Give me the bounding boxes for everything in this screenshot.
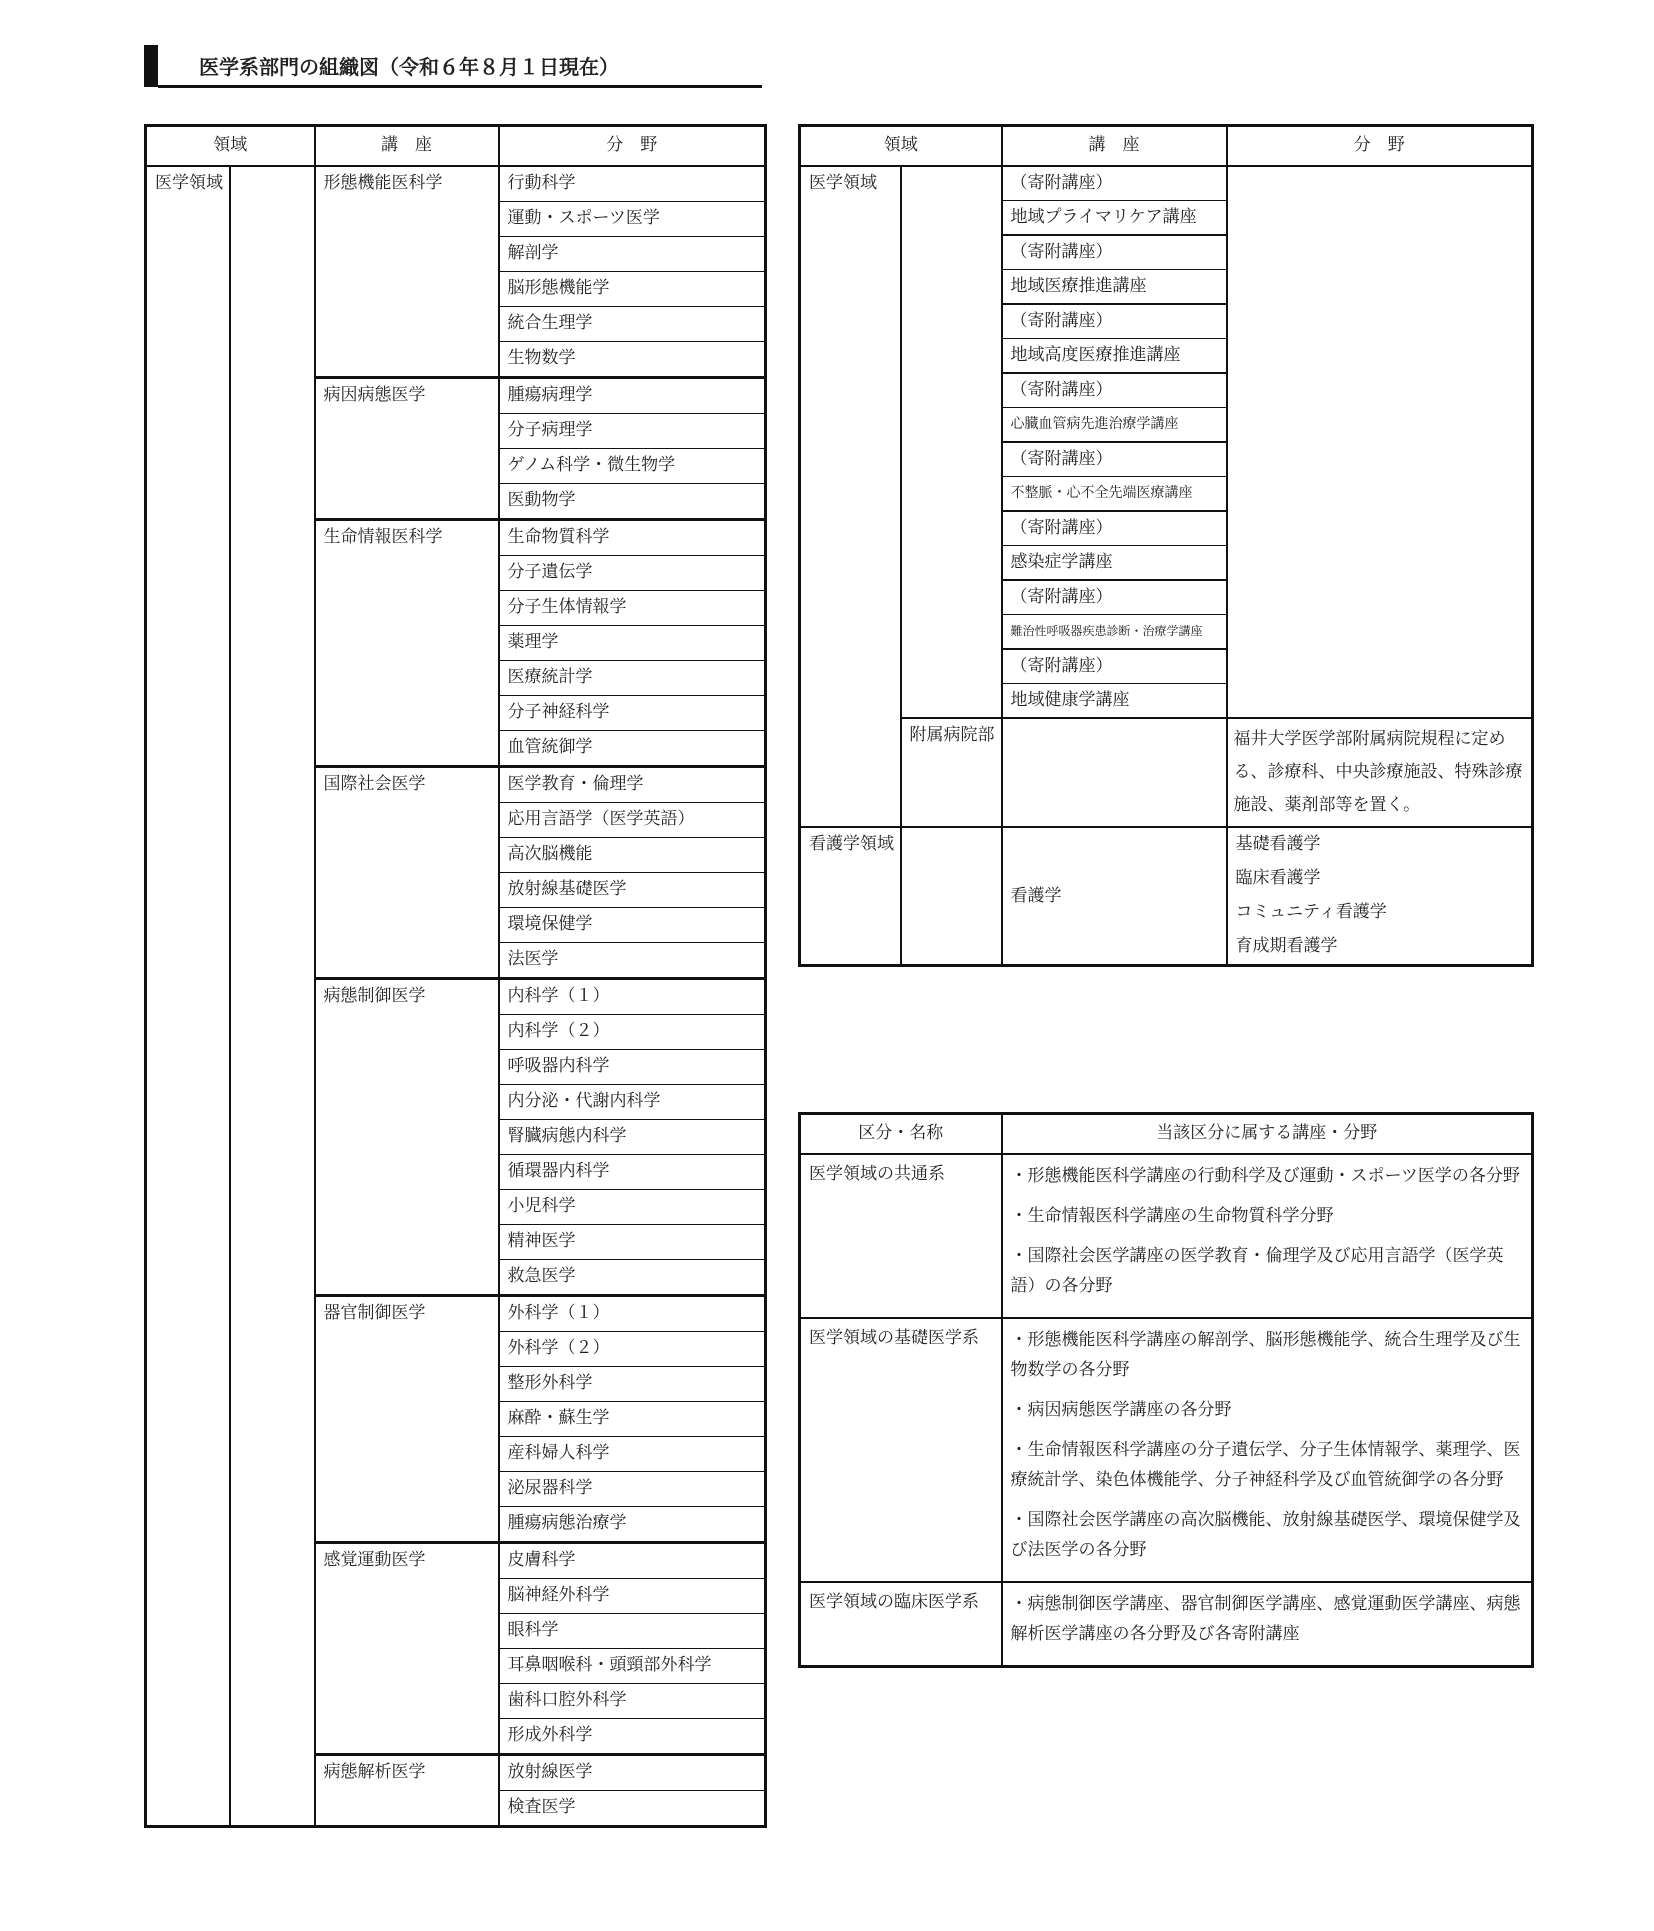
title-underline <box>158 85 762 88</box>
endowed-label-cell: （寄附講座） <box>1002 442 1227 477</box>
domain-cell: 医学領域 <box>800 166 901 827</box>
field-cell: 生物数学 <box>499 342 766 378</box>
field-cell: 薬理学 <box>499 626 766 661</box>
header-course: 講 座 <box>1002 126 1227 167</box>
endowed-label-cell: （寄附講座） <box>1002 649 1227 684</box>
table-row <box>800 1154 1533 1318</box>
field-cell: 産科婦人科学 <box>499 1437 766 1472</box>
field-cell: 救急医学 <box>499 1260 766 1296</box>
field-cell: 内科学（１） <box>499 979 766 1015</box>
field-cell: 分子神経科学 <box>499 696 766 731</box>
field-cell: ゲノム科学・微生物学 <box>499 449 766 484</box>
field-cell: 解剖学 <box>499 237 766 272</box>
org-table-body <box>800 166 1533 966</box>
course-cell: 感覚運動医学 <box>315 1543 499 1755</box>
field-cell: 腎臓病態内科学 <box>499 1120 766 1155</box>
field-cell: 整形外科学 <box>499 1367 766 1402</box>
course-cell: 形態機能医科学 <box>315 166 499 378</box>
field-cell-empty <box>1227 166 1533 718</box>
field-cell: 形成外科学 <box>499 1719 766 1755</box>
table-row <box>800 1582 1533 1667</box>
field-cell: 検査医学 <box>499 1791 766 1827</box>
field-cell: 法医学 <box>499 943 766 979</box>
course-cell: 器官制御医学 <box>315 1296 499 1543</box>
field-cell: 分子病理学 <box>499 414 766 449</box>
endowed-label-cell: （寄附講座） <box>1002 511 1227 546</box>
field-cell: 分子遺伝学 <box>499 556 766 591</box>
page-title-block <box>144 45 762 89</box>
header-category: 区分・名称 <box>800 1114 1002 1155</box>
field-cell: 行動科学 <box>499 166 766 202</box>
endowed-label-cell: （寄附講座） <box>1002 304 1227 339</box>
category-items-cell <box>1002 1318 1533 1582</box>
sub-domain-cell <box>230 166 315 1827</box>
field-cell: 医療統計学 <box>499 661 766 696</box>
field-cell: 統合生理学 <box>499 307 766 342</box>
field-cell: 外科学（１） <box>499 1296 766 1332</box>
field-cell: 医学教育・倫理学 <box>499 767 766 803</box>
table-row <box>800 166 1533 201</box>
endowed-course-cell: 地域健康学講座 <box>1002 684 1227 719</box>
page-title: 医学系部門の組織図（令和６年８月１日現在） <box>199 55 619 79</box>
field-cell: 運動・スポーツ医学 <box>499 202 766 237</box>
endowed-course-cell: 地域医療推進講座 <box>1002 270 1227 305</box>
category-item: ・生命情報医科学講座の生命物質科学分野 <box>1010 1206 1334 1226</box>
field-cell: 小児科学 <box>499 1190 766 1225</box>
field-cell: 麻酔・蘇生学 <box>499 1402 766 1437</box>
nursing-sub-domain-cell <box>901 827 1002 966</box>
field-cell: 歯科口腔外科学 <box>499 1684 766 1719</box>
category-items-cell <box>1002 1154 1533 1318</box>
domain-cell: 医学領域 <box>146 166 230 1827</box>
field-cell: 放射線医学 <box>499 1755 766 1791</box>
field-cell: 外科学（２） <box>499 1332 766 1367</box>
header-domain: 領域 <box>146 126 315 167</box>
field-cell: 耳鼻咽喉科・頭頸部外科学 <box>499 1649 766 1684</box>
endowed-label-cell: （寄附講座） <box>1002 235 1227 270</box>
category-item: ・国際社会医学講座の高次脳機能、放射線基礎医学、環境保健学及び法医学の各分野 <box>1010 1510 1521 1560</box>
course-cell: 病態解析医学 <box>315 1755 499 1827</box>
endowed-label-cell: （寄附講座） <box>1002 166 1227 201</box>
field-cell: 脳神経外科学 <box>499 1579 766 1614</box>
course-cell: 国際社会医学 <box>315 767 499 979</box>
endowed-course-cell: 感染症学講座 <box>1002 546 1227 581</box>
field-cell: 内科学（２） <box>499 1015 766 1050</box>
course-cell: 生命情報医科学 <box>315 520 499 767</box>
endowed-course-cell: 地域プライマリケア講座 <box>1002 201 1227 236</box>
endowed-label-cell: （寄附講座） <box>1002 373 1227 408</box>
sub-domain-cell <box>901 166 1002 718</box>
category-item: ・形態機能医科学講座の行動科学及び運動・スポーツ医学の各分野 <box>1010 1166 1520 1186</box>
header-field: 分 野 <box>499 126 766 167</box>
course-cell: 病態制御医学 <box>315 979 499 1296</box>
field-cell: 内分泌・代謝内科学 <box>499 1085 766 1120</box>
field-cell: 血管統御学 <box>499 731 766 767</box>
category-item: ・病因病態医学講座の各分野 <box>1010 1400 1232 1420</box>
field-cell: 循環器内科学 <box>499 1155 766 1190</box>
header-field: 分 野 <box>1227 126 1533 167</box>
header-items: 当該区分に属する講座・分野 <box>1002 1114 1533 1155</box>
header-course: 講 座 <box>315 126 499 167</box>
field-cell: 皮膚科学 <box>499 1543 766 1579</box>
endowed-course-cell: 地域高度医療推進講座 <box>1002 339 1227 374</box>
category-item: ・国際社会医学講座の医学教育・倫理学及び応用言語学（医学英語）の各分野 <box>1010 1246 1504 1296</box>
course-cell: 病因病態医学 <box>315 378 499 520</box>
field-cell: 分子生体情報学 <box>499 591 766 626</box>
category-name-cell: 医学領域の基礎医学系 <box>800 1318 1002 1582</box>
nursing-field-cell: コミュニティ看護学 <box>1227 896 1533 930</box>
field-cell: 生命物質科学 <box>499 520 766 556</box>
category-item: ・生命情報医科学講座の分子遺伝学、分子生体情報学、薬理学、医療統計学、染色体機能学、分子神経科学及び血管統御学の各分野 <box>1010 1440 1521 1490</box>
org-table-body <box>146 166 766 1827</box>
hospital-course-cell <box>1002 718 1227 827</box>
category-table <box>798 1112 1534 1668</box>
category-items-cell <box>1002 1582 1533 1667</box>
nursing-field-cell: 臨床看護学 <box>1227 862 1533 896</box>
nursing-domain-cell: 看護学領域 <box>800 827 901 966</box>
category-item: ・病態制御医学講座、器官制御医学講座、感覚運動医学講座、病態解析医学講座の各分野及び各寄附講座 <box>1010 1594 1521 1644</box>
field-cell: 環境保健学 <box>499 908 766 943</box>
field-cell: 放射線基礎医学 <box>499 873 766 908</box>
title-accent-bar <box>144 45 158 87</box>
endowed-course-cell: 難治性呼吸器疾患診断・治療学講座 <box>1002 615 1227 650</box>
table-row <box>800 1318 1533 1582</box>
hospital-name-cell: 附属病院部 <box>901 718 1002 827</box>
hospital-description-cell: 福井大学医学部附属病院規程に定める、診療科、中央診療施設、特殊診療施設、薬剤部等を置く。 <box>1227 718 1533 827</box>
field-cell: 医動物学 <box>499 484 766 520</box>
table-row <box>146 166 766 202</box>
field-cell: 腫瘍病態治療学 <box>499 1507 766 1543</box>
category-table-body <box>800 1154 1533 1667</box>
field-cell: 脳形態機能学 <box>499 272 766 307</box>
endowed-nursing-org-table <box>798 124 1534 967</box>
nursing-field-cell: 育成期看護学 <box>1227 930 1533 966</box>
field-cell: 応用言語学（医学英語） <box>499 803 766 838</box>
category-name-cell: 医学領域の臨床医学系 <box>800 1582 1002 1667</box>
endowed-course-cell: 不整脈・心不全先端医療講座 <box>1002 477 1227 512</box>
endowed-label-cell: （寄附講座） <box>1002 580 1227 615</box>
header-domain: 領域 <box>800 126 1002 167</box>
field-cell: 精神医学 <box>499 1225 766 1260</box>
field-cell: 眼科学 <box>499 1614 766 1649</box>
nursing-field-cell: 基礎看護学 <box>1227 827 1533 862</box>
table-row <box>800 827 1533 862</box>
medical-domain-org-table <box>144 124 767 1828</box>
table-row <box>800 718 1533 827</box>
field-cell: 呼吸器内科学 <box>499 1050 766 1085</box>
field-cell: 腫瘍病理学 <box>499 378 766 414</box>
field-cell: 高次脳機能 <box>499 838 766 873</box>
endowed-course-cell: 心臓血管病先進治療学講座 <box>1002 408 1227 443</box>
category-item: ・形態機能医科学講座の解剖学、脳形態機能学、統合生理学及び生物数学の各分野 <box>1010 1330 1521 1380</box>
category-name-cell: 医学領域の共通系 <box>800 1154 1002 1318</box>
nursing-course-cell: 看護学 <box>1002 827 1227 966</box>
field-cell: 泌尿器科学 <box>499 1472 766 1507</box>
